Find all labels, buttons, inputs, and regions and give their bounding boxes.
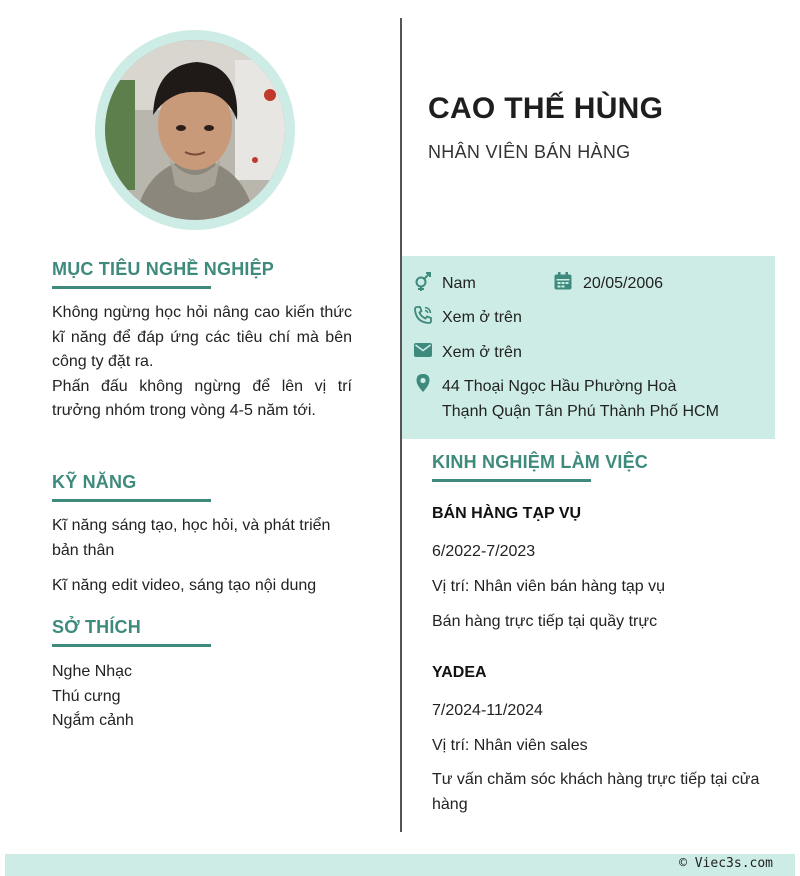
objective-text-1: Không ngừng học hỏi nâng cao kiến thức kĩ năng để đáp ứng các tiêu chí mà bên công ty đặt ra. (52, 304, 352, 370)
experience-section (432, 452, 772, 482)
objective-heading: MỤC TIÊU NGHỀ NGHIỆP (52, 259, 275, 279)
email-icon (413, 340, 433, 360)
avatar-photo (105, 40, 285, 220)
skill-item: Kĩ năng edit video, sáng tạo nội dung (52, 577, 317, 594)
birthday-value: 20/05/2006 (583, 275, 664, 292)
footer-bar (5, 854, 795, 876)
skills-list (52, 514, 352, 563)
skills-section (52, 472, 352, 502)
job-position: Vị trí: Nhân viên sales (432, 737, 588, 754)
address-line-1: 44 Thoại Ngọc Hầu Phường Hoà (442, 378, 677, 395)
calendar-icon (553, 271, 573, 291)
skill-item: Kĩ năng sáng tạo, học hỏi, và phát triển bản thân (52, 517, 331, 559)
skills-list-2 (52, 574, 352, 599)
objective-underline (52, 286, 211, 289)
copyright-text: © Viec3s.com (679, 856, 773, 871)
candidate-name: CAO THẾ HÙNG (428, 92, 664, 125)
hobbies-underline (52, 644, 211, 647)
contact-panel (402, 256, 775, 439)
avatar-frame (95, 30, 295, 230)
hobbies-heading: SỞ THÍCH (52, 617, 141, 637)
hobbies-list (52, 660, 352, 734)
location-pin-icon (413, 373, 433, 393)
experience-underline (432, 479, 591, 482)
job-company: YADEA (432, 664, 487, 681)
skills-heading: KỸ NĂNG (52, 472, 137, 492)
job-period: 7/2024-11/2024 (432, 702, 543, 719)
candidate-title: NHÂN VIÊN BÁN HÀNG (428, 142, 631, 162)
objective-text-2: Phấn đấu không ngừng để lên vị trí trưởng nhóm trong vòng 4-5 năm tới. (52, 377, 352, 419)
gender-value: Nam (442, 275, 476, 292)
address-line-2: Thạnh Quận Tân Phú Thành Phố HCM (442, 403, 719, 420)
address-value (442, 374, 719, 424)
skills-underline (52, 499, 211, 502)
job-position: Vị trí: Nhân viên bán hàng tạp vụ (432, 578, 666, 595)
objective-body (52, 301, 352, 424)
job-description: Tư vấn chăm sóc khách hàng trực tiếp tại cửa hàng (432, 771, 760, 813)
experience-heading: KINH NGHIỆM LÀM VIỆC (432, 452, 649, 472)
email-value: Xem ở trên (442, 344, 522, 361)
hobby-item: Ngắm cảnh (52, 712, 134, 729)
job-company: BÁN HÀNG TẠP VỤ (432, 505, 582, 522)
hobbies-section (52, 617, 352, 647)
hobby-item: Nghe Nhạc (52, 663, 133, 680)
objective-section (52, 259, 352, 289)
hobby-item: Thú cưng (52, 687, 121, 705)
job-period: 6/2022-7/2023 (432, 543, 536, 560)
job-description: Bán hàng trực tiếp tại quầy trực (432, 613, 658, 630)
phone-value: Xem ở trên (442, 309, 522, 326)
gender-icon (413, 271, 433, 291)
phone-icon (413, 305, 433, 325)
avatar (105, 40, 285, 220)
